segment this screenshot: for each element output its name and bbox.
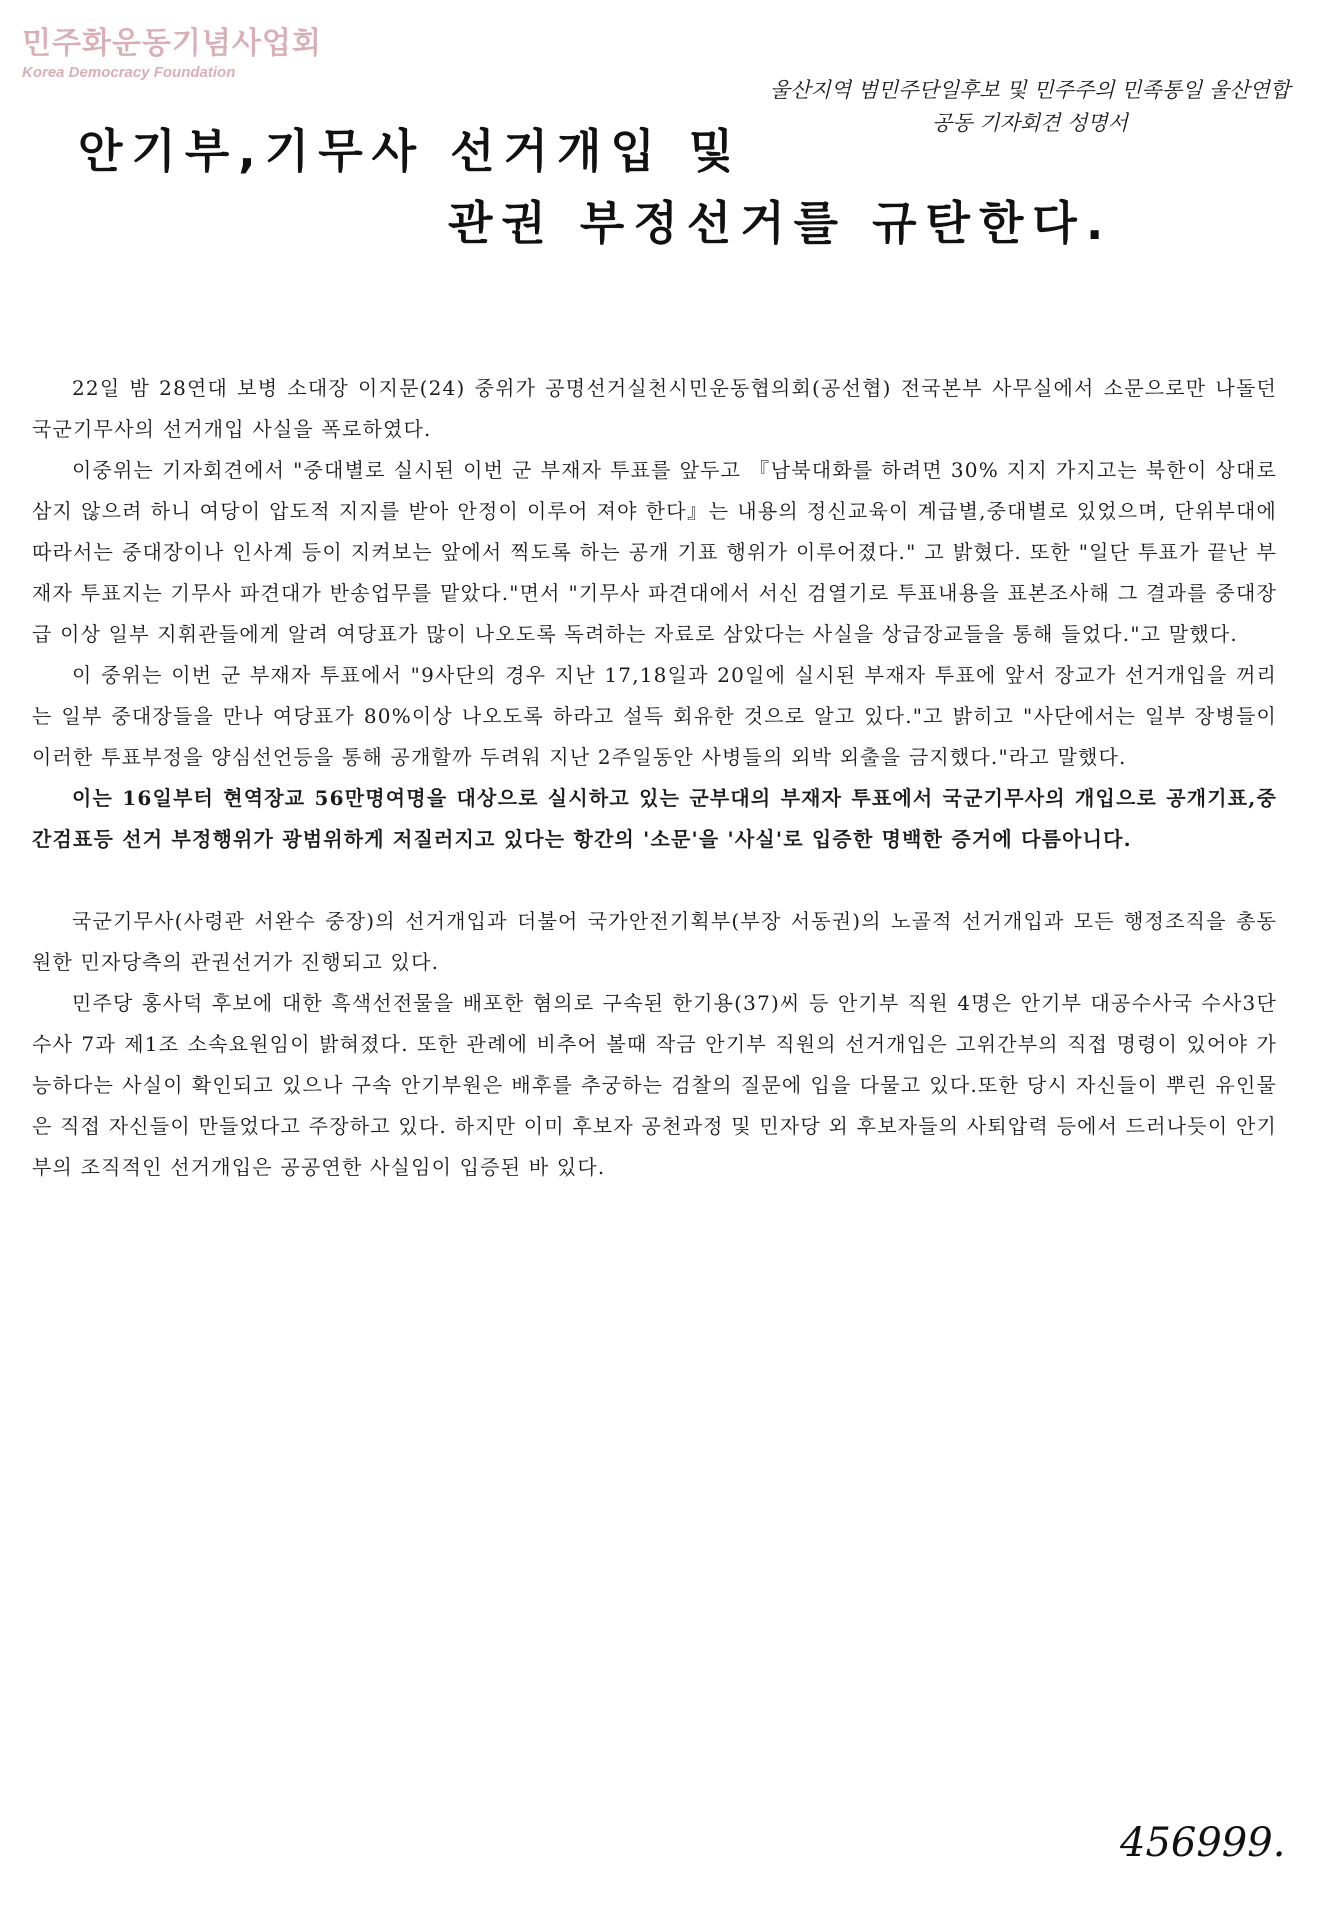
paragraph-1: 22일 밤 28연대 보병 소대장 이지문(24) 중위가 공명선거실천시민운동협의회(공선협) 전국본부 사무실에서 소문으로만 나돌던 국군기무사의 선거개입 사실을 폭로하였다. [32, 376, 1277, 441]
handwritten-note-line1: 울산지역 범민주단일후보 및 민주주의 민족통일 울산연합 [769, 78, 1291, 102]
paragraph-3: 이 중위는 이번 군 부재자 투표에서 "9사단의 경우 지난 17,18일과 20일에 실시된 부재자 투표에 앞서 장교가 선거개입을 꺼리는 일부 중대장들을 만나 여당표가 80%이상 나오도록 하라고 설득 회유한 것으로 알고 있다."고 밝히고 "사단에서는 일부 장병들이 이러한 투표부정을 양심선언등을 통해 공개할까 두려워 지난 2주일동안 사병들의 외박 외출을 금지했다."라고 말했다. [32, 663, 1277, 769]
paragraph-5: 국군기무사(사령관 서완수 중장)의 선거개입과 더불어 국가안전기획부(부장 서동권)의 노골적 선거개입과 모든 행정조직을 총동원한 민자당측의 관권선거가 진행되고 있다. [32, 909, 1277, 974]
statement-body [32, 368, 1277, 1188]
paragraph-2: 이중위는 기자회견에서 "중대별로 실시된 이번 군 부재자 투표를 앞두고 『남북대화를 하려면 30% 지지 가지고는 북한이 상대로 삼지 않으려 하니 여당이 압도적 지지를 받아 안정이 이루어 져야 한다』는 내용의 정신교육이 계급별,중대별로 있었으며, 단위부대에 따라서는 중대장이나 인사계 등이 지켜보는 앞에서 찍도록 하는 공개 기표 행위가 이루어졌다." 고 밝혔다. 또한 "일단 투표가 끝난 부재자 투표지는 기무사 파견대가 반송업무를 맡았다."면서 "기무사 파견대에서 서신 검열기로 투표내용을 표본조사해 그 결과를 중대장급 이상 일부 지휘관들에게 알려 여당표가 많이 나오도록 독려하는 자료로 삼았다는 사실을 상급장교들을 통해 들었다."고 말했다. [32, 458, 1277, 646]
title-line2: 관권 부정선거를 규탄한다. [448, 196, 1113, 250]
handwritten-note-line2: 공동 기자회견 성명서 [932, 111, 1128, 135]
section-gap [32, 860, 1277, 901]
document-number: 456999. [1120, 1820, 1286, 1866]
paragraph-6: 민주당 홍사덕 후보에 대한 흑색선전물을 배포한 혐의로 구속된 한기용(37)씨 등 안기부 직원 4명은 안기부 대공수사국 수사3단 수사 7과 제1조 소속요원임이 밝혀졌다. 또한 관례에 비추어 볼때 작금 안기부 직원의 선거개입은 고위간부의 직접 명령이 있어야 가능하다는 사실이 확인되고 있으나 구속 안기부원은 배후를 추궁하는 검찰의 질문에 입을 다물고 있다.또한 당시 자신들이 뿌린 유인물은 직접 자신들이 만들었다고 주장하고 있다. 하지만 이미 후보자 공천과정 및 민자당 외 후보자들의 사퇴압력 등에서 드러나듯이 안기부의 조직적인 선거개입은 공공연한 사실임이 입증된 바 있다. [32, 991, 1277, 1179]
paragraph-4: 이는 16일부터 현역장교 56만명여명을 대상으로 실시하고 있는 군부대의 부재자 투표에서 국군기무사의 개입으로 공개기표,중간검표등 선거 부정행위가 광범위하게 저질러지고 있다는 항간의 '소문'을 '사실'로 입증한 명백한 증거에 다름아니다. [32, 786, 1277, 851]
watermark-korean: 민주화운동기념사업회 [22, 26, 322, 61]
watermark-english: Korea Democracy Foundation [22, 64, 236, 81]
handwritten-note [730, 74, 1330, 140]
foundation-watermark [22, 18, 322, 81]
title-line1: 안기부,기무사 선거개입 및 [78, 124, 743, 178]
